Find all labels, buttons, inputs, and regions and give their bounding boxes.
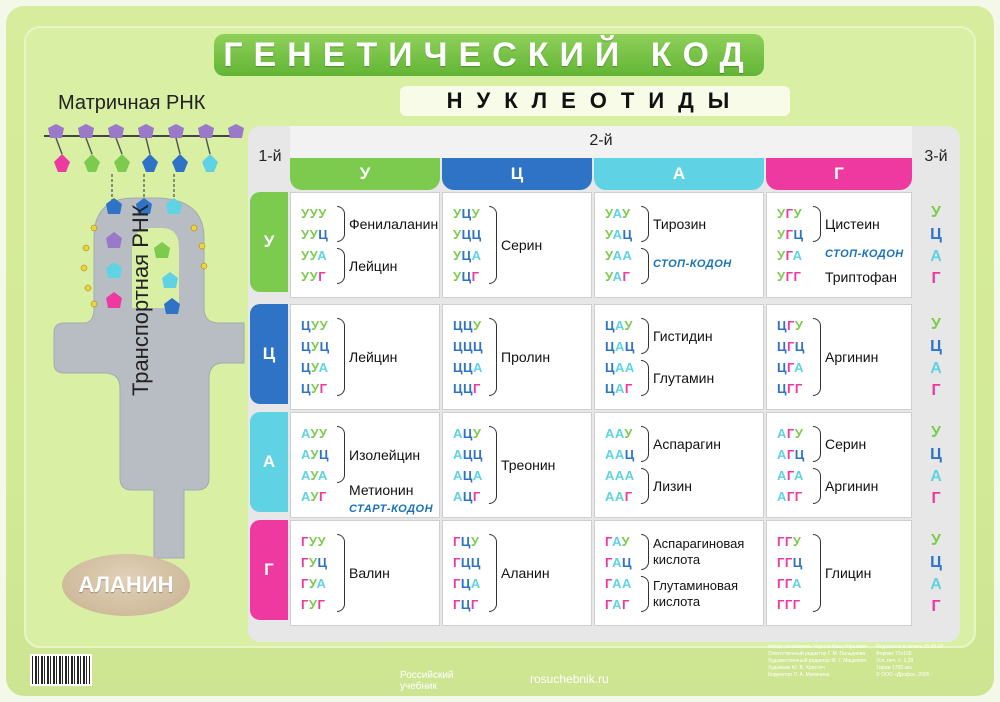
codon: АГГ <box>777 489 803 504</box>
publisher-site: rosuchebnik.ru <box>530 672 609 686</box>
codon: ААУ <box>605 426 633 441</box>
codon-brace <box>641 534 649 570</box>
amino-acid-label: Лейцин <box>349 349 398 365</box>
amino-acid-label: Аргинин <box>825 478 879 494</box>
codon-brace <box>489 318 497 396</box>
imprint-right <box>876 644 968 679</box>
codon: ЦГЦ <box>777 339 805 354</box>
third-nucleotide-letter: Ц <box>930 446 942 463</box>
codon: ЦЦГ <box>453 381 481 396</box>
codon: УАУ <box>605 206 631 221</box>
codon-brace <box>337 534 345 612</box>
codon: АУЦ <box>301 447 329 462</box>
first-nucleotide-header: Г <box>250 520 288 620</box>
codon: ЦАА <box>605 360 635 375</box>
imprint-line: Подписано в печать 15.05.07 <box>876 644 944 650</box>
imprint-line: Автор-составитель Чернов Иван Юрьевич <box>768 644 867 650</box>
second-position-header: 2-й <box>290 126 912 158</box>
codon-brace <box>337 318 345 396</box>
codon-cell <box>766 304 912 410</box>
imprint-line: Ответственный редактор Г. М. Пальдяева <box>768 651 866 657</box>
codon: УУА <box>301 248 328 263</box>
codon-cell <box>442 412 592 518</box>
codon-cell <box>442 192 592 298</box>
codon: ГУГ <box>301 597 326 612</box>
codon: ЦУУ <box>301 318 329 333</box>
codon-cell <box>290 192 440 298</box>
codon: УУЦ <box>301 227 329 242</box>
codon-brace <box>813 534 821 612</box>
codon-brace <box>813 206 821 242</box>
codon: ГГЦ <box>777 555 803 570</box>
codon: ЦАГ <box>605 381 633 396</box>
codon: ААГ <box>605 489 633 504</box>
third-nucleotide-letter: Ц <box>930 226 942 243</box>
codon-brace <box>641 318 649 354</box>
imprint-line: Тираж 1700 экз. <box>876 665 913 671</box>
imprint-line: Художественный редактор М. Г. Мицкевич <box>768 658 867 664</box>
codon: ЦУГ <box>301 381 328 396</box>
codon-brace <box>813 468 821 504</box>
first-nucleotide-header: А <box>250 412 288 512</box>
amino-acid-label: Треонин <box>501 457 556 473</box>
codon-brace <box>337 206 345 242</box>
third-nucleotide-letter: Г <box>931 382 941 399</box>
codon-brace <box>813 426 821 462</box>
codon-brace <box>489 534 497 612</box>
codon: УУУ <box>301 206 327 221</box>
third-nucleotide-letter: А <box>930 576 942 593</box>
codon: ГУУ <box>301 534 327 549</box>
third-nucleotide-letter: У <box>931 424 941 441</box>
codon: УЦЦ <box>453 227 482 242</box>
codon-brace <box>337 248 345 284</box>
codon-cell <box>766 412 912 518</box>
third-nucleotide-letter: А <box>930 468 942 485</box>
codon: ГГА <box>777 576 802 591</box>
third-nucleotide-letter: Ц <box>930 338 942 355</box>
codon: ГАУ <box>605 534 631 549</box>
codon-cell <box>290 412 440 518</box>
codon: ЦГУ <box>777 318 804 333</box>
codon: УАЦ <box>605 227 633 242</box>
imprint-left <box>768 644 872 679</box>
amino-acid-label: Валин <box>349 565 390 581</box>
amino-acid-label: Аланин <box>501 565 550 581</box>
amino-acid-label: Глутаминовая кислота <box>653 578 739 609</box>
codon-cell <box>442 304 592 410</box>
codon: АУГ <box>301 489 327 504</box>
codon: УЦГ <box>453 269 480 284</box>
third-nucleotide-letter: А <box>930 360 942 377</box>
amino-acid-label: Триптофан <box>825 268 898 285</box>
stop-codon-label: СТОП-КОДОН <box>825 247 904 260</box>
codon-brace <box>641 468 649 504</box>
codon: АУА <box>301 468 328 483</box>
codon: АЦЦ <box>453 447 483 462</box>
third-nucleotide-letter: Г <box>931 270 941 287</box>
amino-acid-label: Гистидин <box>653 328 713 344</box>
third-nucleotide-letter: Ц <box>930 554 942 571</box>
second-nucleotide-header: А <box>594 158 764 190</box>
codon: УЦА <box>453 248 482 263</box>
codon-cell <box>594 520 764 626</box>
third-nucleotide-column <box>920 530 952 618</box>
table-subtitle: НУКЛЕОТИДЫ <box>400 86 790 116</box>
codon-brace <box>489 426 497 504</box>
codon: АГА <box>777 468 804 483</box>
amino-acid-label: Глицин <box>825 565 872 581</box>
amino-acid-label: Тирозин <box>653 216 707 232</box>
codon-cell <box>594 304 764 410</box>
imprint-line: © ООО «Дрофа», 2005 <box>876 672 930 678</box>
barcode <box>30 654 92 686</box>
codon-brace <box>641 360 649 396</box>
codon: ГАА <box>605 576 632 591</box>
codon-cell <box>442 520 592 626</box>
codon-cell <box>594 412 764 518</box>
codon-brace <box>641 426 649 462</box>
codon: УГУ <box>777 206 803 221</box>
codon: ГАЦ <box>605 555 632 570</box>
codon: УЦУ <box>453 206 481 221</box>
third-nucleotide-column <box>920 202 952 290</box>
first-nucleotide-header: У <box>250 192 288 292</box>
codon: УГГ <box>777 269 802 284</box>
codon: ЦУЦ <box>301 339 330 354</box>
codon: ААЦ <box>605 447 635 462</box>
third-nucleotide-letter: Г <box>931 490 941 507</box>
codon: АУУ <box>301 426 328 441</box>
codon: ЦАУ <box>605 318 633 333</box>
third-nucleotide-letter: У <box>931 316 941 333</box>
codon: АЦГ <box>453 489 481 504</box>
codon: ГУЦ <box>301 555 328 570</box>
codon: ГУА <box>301 576 327 591</box>
codon-brace <box>641 248 649 284</box>
codon-cell <box>290 304 440 410</box>
codon: УГА <box>777 248 803 263</box>
codon: УГЦ <box>777 227 804 242</box>
codon: ГЦГ <box>453 597 479 612</box>
codon: АГЦ <box>777 447 805 462</box>
codon: ГЦУ <box>453 534 480 549</box>
codon: УУГ <box>301 269 327 284</box>
codon: АЦУ <box>453 426 482 441</box>
amino-acid-label: Пролин <box>501 349 551 365</box>
stop-codon-label: СТОП-КОДОН <box>653 258 732 270</box>
publisher-logo-text: Российский учебник <box>400 670 454 692</box>
codon-brace <box>641 206 649 242</box>
amino-acid-label: Лизин <box>653 478 692 494</box>
third-position-header: 3-й <box>924 148 948 165</box>
first-nucleotide-header: Ц <box>250 304 288 404</box>
codon-cell <box>594 192 764 298</box>
codon-brace <box>489 206 497 284</box>
third-nucleotide-column <box>920 314 952 402</box>
second-nucleotide-header: Ц <box>442 158 592 190</box>
codon: ЦГА <box>777 360 804 375</box>
codon-cell <box>290 520 440 626</box>
mrna-label: Матричная РНК <box>58 92 206 114</box>
codon: ГАГ <box>605 597 630 612</box>
amino-acid-label: Аспарагин <box>653 436 721 452</box>
imprint-line: Художник Ю. В. Христич <box>768 665 825 671</box>
third-nucleotide-letter: У <box>931 532 941 549</box>
first-position-header: 1-й <box>258 148 282 165</box>
third-nucleotide-column <box>920 422 952 510</box>
codon: ААА <box>605 468 635 483</box>
third-nucleotide-letter: Г <box>931 598 941 615</box>
trna-label: Транспортная РНК <box>128 204 153 396</box>
codon: УАГ <box>605 269 631 284</box>
codon: ГГГ <box>777 597 801 612</box>
second-nucleotide-header: У <box>290 158 440 190</box>
codon: ЦГГ <box>777 381 803 396</box>
codon: ГГУ <box>777 534 802 549</box>
amino-acid-label: Серин <box>501 237 543 253</box>
amino-acid-label: Изолейцин <box>349 446 421 463</box>
codon: ЦЦУ <box>453 318 482 333</box>
codon-cell <box>766 520 912 626</box>
page-title: ГЕНЕТИЧЕСКИЙ КОД <box>214 34 764 76</box>
imprint-line: Формат 70х100 <box>876 651 912 657</box>
codon: УАА <box>605 248 633 263</box>
amino-acid-label: Серин <box>825 436 867 452</box>
codon: АЦА <box>453 468 483 483</box>
amino-acid-label: Фенилаланин <box>349 216 439 232</box>
third-nucleotide-letter: А <box>930 248 942 265</box>
amino-acid-label: Лейцин <box>349 258 398 274</box>
third-nucleotide-letter: У <box>931 204 941 221</box>
mrna-nucleotides <box>48 124 244 172</box>
codon: АГУ <box>777 426 804 441</box>
second-nucleotide-header: Г <box>766 158 912 190</box>
codon-brace <box>813 318 821 396</box>
stop-codon-label: СТАРТ-КОДОН <box>349 503 434 515</box>
amino-acid-label: Аспарагиновая кислота <box>653 536 745 567</box>
codon-brace <box>337 426 345 483</box>
amino-acid-badge: АЛАНИН <box>62 554 190 616</box>
amino-acid-label: Аргинин <box>825 349 879 365</box>
codon: ЦАЦ <box>605 339 635 354</box>
codon: ЦУА <box>301 360 329 375</box>
imprint-line: Корректор Л. А. Малинина <box>768 672 830 678</box>
imprint-line: Усл. печ. л. 1,28 <box>876 658 914 664</box>
amino-acid-label: Глутамин <box>653 370 715 386</box>
codon: ЦЦЦ <box>453 339 483 354</box>
amino-acid-label: Метионин <box>349 482 414 498</box>
codon: ГЦЦ <box>453 555 481 570</box>
codon-cell <box>766 192 912 298</box>
imprint <box>768 644 968 684</box>
codon: ЦЦА <box>453 360 483 375</box>
amino-acid-label: Цистеин <box>825 216 880 232</box>
codon: ГЦА <box>453 576 481 591</box>
codon-brace <box>641 576 649 612</box>
